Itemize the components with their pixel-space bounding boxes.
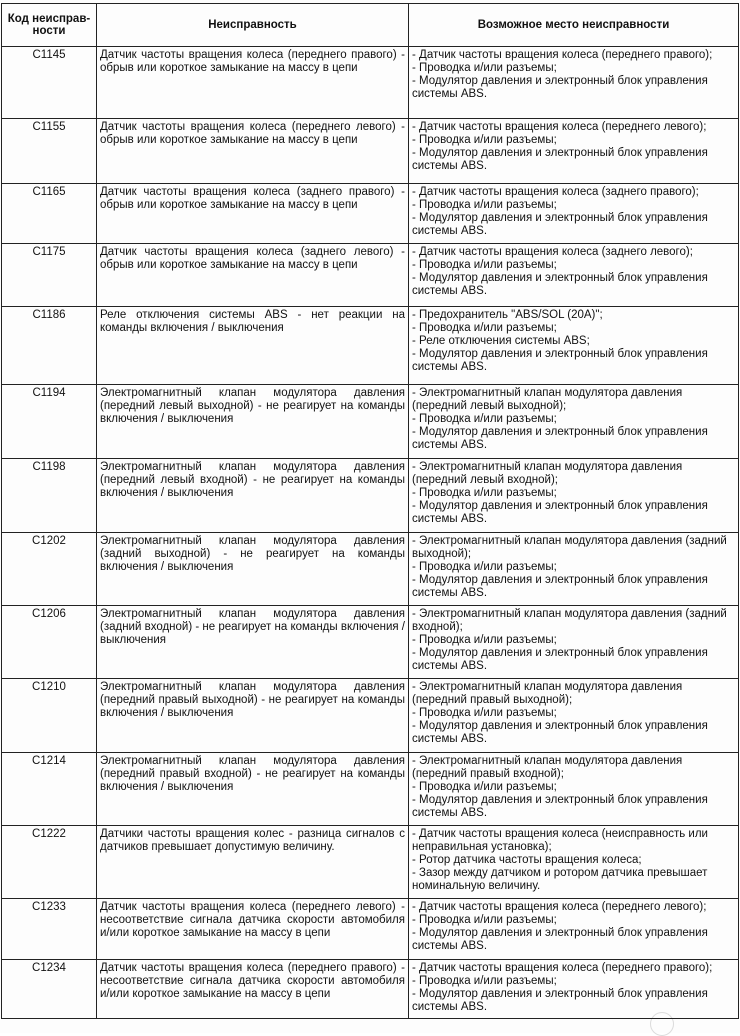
- possible-cause-item: - Датчик частоты вращения колеса (заднего левого);: [412, 246, 693, 258]
- possible-cause-item: - Модулятор давления и электронный блок управления системы ABS.: [412, 647, 708, 672]
- possible-cause-item: - Проводка и/или разъемы;: [412, 975, 557, 987]
- table-row: [2, 119, 739, 184]
- possible-cause-item: - Датчик частоты вращения колеса (переднего правого);: [412, 49, 713, 61]
- possible-cause-cell: [409, 960, 739, 1019]
- fault-description-cell: Электромагнитный клапан модулятора давления (передний правый выходной) - не реагирует на команды включения / выключения: [97, 679, 409, 753]
- table-row: [2, 307, 739, 385]
- possible-cause-cell: [409, 459, 739, 533]
- possible-cause-item: - Модулятор давления и электронный блок управления системы ABS.: [412, 927, 708, 952]
- possible-cause-item: - Модулятор давления и электронный блок управления системы ABS.: [412, 75, 708, 100]
- possible-cause-cell: [409, 47, 739, 119]
- fault-description-cell: Электромагнитный клапан модулятора давления (задний входной) - не реагирует на команды включения / выключения: [97, 606, 409, 679]
- possible-cause-cell: [409, 533, 739, 606]
- possible-cause-item: - Проводка и/или разъемы;: [412, 259, 557, 271]
- fault-code-cell: C1233: [2, 899, 97, 960]
- possible-cause-cell: [409, 307, 739, 385]
- fault-description-cell: Датчик частоты вращения колеса (переднего левого) - обрыв или короткое замыкание на массу в цепи: [97, 119, 409, 184]
- fault-code-cell: C1198: [2, 459, 97, 533]
- fault-description-cell: Датчик частоты вращения колеса (заднего левого) - обрыв или короткое замыкание на массу в цепи: [97, 244, 409, 307]
- table-row: [2, 826, 739, 899]
- fault-description-cell: Датчик частоты вращения колеса (переднего левого) - несоответствие сигнала датчика скорости автомобиля и/или короткое замыкание на массу в цепи: [97, 899, 409, 960]
- table-body: [2, 47, 739, 1019]
- fault-code-cell: C1194: [2, 385, 97, 459]
- possible-cause-item: - Датчик частоты вращения колеса (переднего левого);: [412, 121, 707, 133]
- possible-cause-item: - Модулятор давления и электронный блок управления системы ABS.: [412, 272, 708, 297]
- possible-cause-item: - Электромагнитный клапан модулятора давления (передний левый входной);: [412, 461, 683, 486]
- possible-cause-item: - Проводка и/или разъемы;: [412, 781, 557, 793]
- possible-cause-cell: [409, 244, 739, 307]
- possible-cause-cell: [409, 826, 739, 899]
- table-row: [2, 47, 739, 119]
- possible-cause-cell: [409, 385, 739, 459]
- possible-cause-item: - Модулятор давления и электронный блок управления системы ABS.: [412, 147, 708, 172]
- fault-description-cell: Датчик частоты вращения колеса (заднего правого) - обрыв или короткое замыкание на массу в цепи: [97, 184, 409, 244]
- table-header: [2, 4, 739, 47]
- table-row: [2, 960, 739, 1019]
- possible-cause-item: - Проводка и/или разъемы;: [412, 413, 557, 425]
- table-row: [2, 753, 739, 826]
- possible-cause-item: - Проводка и/или разъемы;: [412, 322, 557, 334]
- possible-cause-item: - Модулятор давления и электронный блок управления системы ABS.: [412, 500, 708, 525]
- possible-cause-item: - Датчик частоты вращения колеса (неисправность или неправильная установка);: [412, 828, 708, 853]
- possible-cause-item: - Проводка и/или разъемы;: [412, 914, 557, 926]
- possible-cause-item: - Электромагнитный клапан модулятора давления (задний входной);: [412, 608, 727, 633]
- possible-cause-item: - Электромагнитный клапан модулятора давления (задний выходной);: [412, 535, 727, 560]
- possible-cause-item: - Предохранитель "ABS/SOL (20A)";: [412, 309, 603, 321]
- fault-description-cell: Электромагнитный клапан модулятора давления (задний выходной) - не реагирует на команды включения / выключения: [97, 533, 409, 606]
- fault-code-cell: C1234: [2, 960, 97, 1019]
- possible-cause-item: - Модулятор давления и электронный блок управления системы ABS.: [412, 426, 708, 451]
- possible-cause-item: - Зазор между датчиком и ротором датчика превышает номинальную величину.: [412, 867, 708, 892]
- possible-cause-item: - Модулятор давления и электронный блок управления системы ABS.: [412, 988, 708, 1013]
- possible-cause-item: - Ротор датчика частоты вращения колеса;: [412, 854, 642, 866]
- possible-cause-cell: [409, 753, 739, 826]
- table-row: [2, 244, 739, 307]
- fault-description-cell: Датчик частоты вращения колеса (переднего правого) - обрыв или короткое замыкание на массу в цепи: [97, 47, 409, 119]
- possible-cause-cell: [409, 119, 739, 184]
- header-row: [2, 4, 739, 47]
- table-row: [2, 533, 739, 606]
- fault-code-cell: C1206: [2, 606, 97, 679]
- fault-code-cell: C1202: [2, 533, 97, 606]
- possible-cause-item: - Проводка и/или разъемы;: [412, 134, 557, 146]
- possible-cause-item: - Модулятор давления и электронный блок управления системы ABS.: [412, 574, 708, 599]
- fault-description-cell: Датчики частоты вращения колес - разница сигналов с датчиков превышает допустимую величину.: [97, 826, 409, 899]
- header-fault: Неисправность: [97, 4, 409, 47]
- header-place: Возможное место неисправности: [409, 4, 739, 47]
- possible-cause-item: - Модулятор давления и электронный блок управления системы ABS.: [412, 348, 708, 373]
- fault-code-cell: C1155: [2, 119, 97, 184]
- table-row: [2, 606, 739, 679]
- possible-cause-item: - Датчик частоты вращения колеса (переднего левого);: [412, 901, 707, 913]
- possible-cause-cell: [409, 606, 739, 679]
- possible-cause-item: - Модулятор давления и электронный блок управления системы ABS.: [412, 720, 708, 745]
- possible-cause-item: - Модулятор давления и электронный блок управления системы ABS.: [412, 794, 708, 819]
- fault-code-cell: C1186: [2, 307, 97, 385]
- table-row: [2, 459, 739, 533]
- fault-description-cell: Реле отключения системы ABS - нет реакции на команды включения / выключения: [97, 307, 409, 385]
- possible-cause-item: - Модулятор давления и электронный блок управления системы ABS.: [412, 212, 708, 237]
- header-code: Код неисправ-ности: [2, 4, 97, 47]
- fault-code-cell: C1222: [2, 826, 97, 899]
- possible-cause-item: - Датчик частоты вращения колеса (заднего правого);: [412, 186, 699, 198]
- table-row: [2, 385, 739, 459]
- possible-cause-item: - Реле отключения системы ABS;: [412, 335, 590, 347]
- possible-cause-item: - Электромагнитный клапан модулятора давления (передний левый выходной);: [412, 387, 683, 412]
- possible-cause-item: - Датчик частоты вращения колеса (переднего правого);: [412, 962, 713, 974]
- fault-code-cell: C1210: [2, 679, 97, 753]
- fault-description-cell: Электромагнитный клапан модулятора давления (передний левый выходной) - не реагирует на команды включения / выключения: [97, 385, 409, 459]
- fault-code-cell: C1214: [2, 753, 97, 826]
- possible-cause-item: - Проводка и/или разъемы;: [412, 561, 557, 573]
- fault-description-cell: Электромагнитный клапан модулятора давления (передний правый входной) - не реагирует на команды включения / выключения: [97, 753, 409, 826]
- fault-description-cell: Электромагнитный клапан модулятора давления (передний левый входной) - не реагирует на команды включения / выключения: [97, 459, 409, 533]
- possible-cause-item: - Электромагнитный клапан модулятора давления (передний правый входной);: [412, 755, 683, 780]
- table-row: [2, 679, 739, 753]
- fault-code-table: [1, 3, 739, 1019]
- fault-description-cell: Датчик частоты вращения колеса (переднего правого) - несоответствие сигнала датчика скорости автомобиля и/или короткое замыкание на массу в цепи: [97, 960, 409, 1019]
- possible-cause-cell: [409, 184, 739, 244]
- fault-code-cell: C1165: [2, 184, 97, 244]
- table-row: [2, 184, 739, 244]
- possible-cause-item: - Проводка и/или разъемы;: [412, 487, 557, 499]
- possible-cause-cell: [409, 679, 739, 753]
- table-row: [2, 899, 739, 960]
- possible-cause-item: - Проводка и/или разъемы;: [412, 62, 557, 74]
- fault-code-cell: C1145: [2, 47, 97, 119]
- possible-cause-cell: [409, 899, 739, 960]
- possible-cause-item: - Проводка и/или разъемы;: [412, 199, 557, 211]
- fault-code-cell: C1175: [2, 244, 97, 307]
- possible-cause-item: - Проводка и/или разъемы;: [412, 707, 557, 719]
- possible-cause-item: - Электромагнитный клапан модулятора давления (передний правый выходной);: [412, 681, 683, 706]
- possible-cause-item: - Проводка и/или разъемы;: [412, 634, 557, 646]
